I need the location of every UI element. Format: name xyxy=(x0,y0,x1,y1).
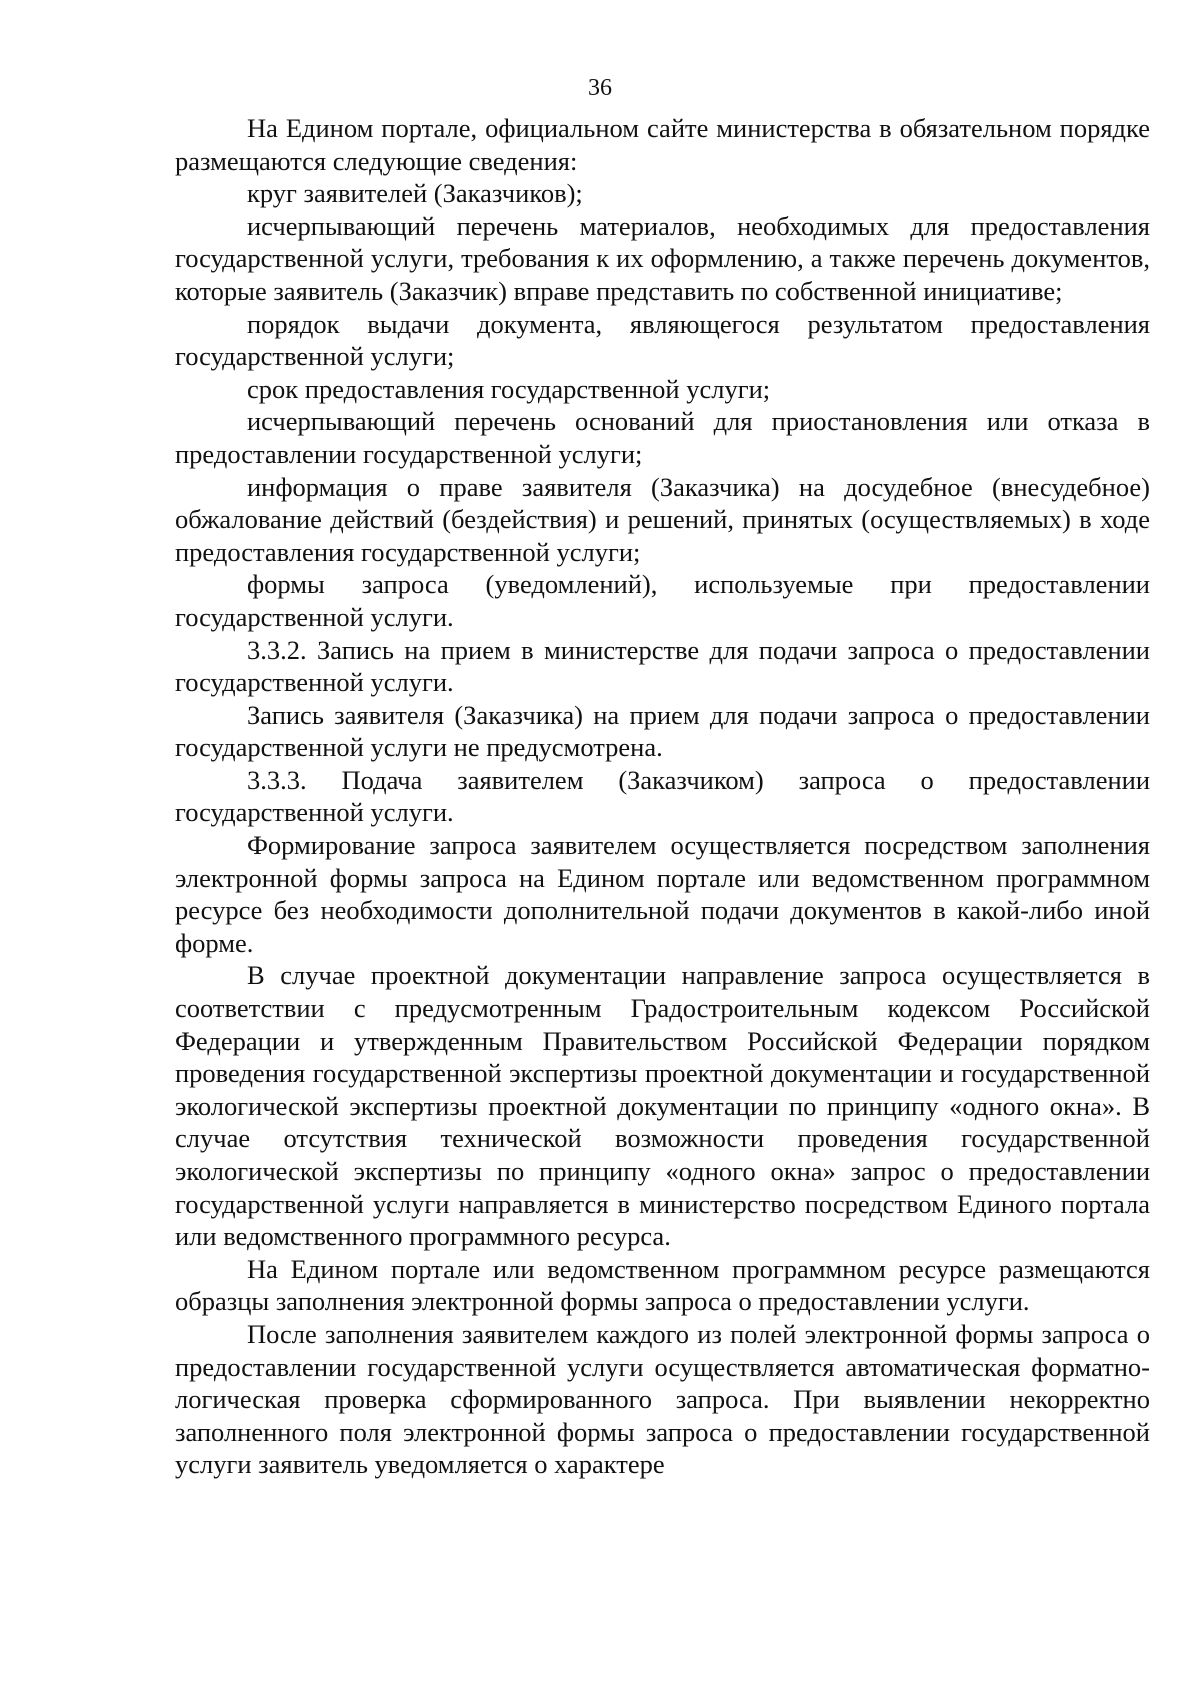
paragraph-issuance-order: порядок выдачи документа, являющегося результатом предоставления государственной услуги; xyxy=(175,308,1150,372)
paragraph-appointment-not-provided: Запись заявителя (Заказчика) на прием для подачи запроса о предоставлении государственной услуги не предусмотрена. xyxy=(175,699,1150,763)
paragraph-section-3-3-2: 3.3.2. Запись на прием в министерстве для подачи запроса о предоставлении государственной услуги. xyxy=(175,634,1150,698)
paragraph-request-forms: формы запроса (уведомлений), используемые при предоставлении государственной услуги. xyxy=(175,569,1150,632)
paragraph-appeal-right: информация о праве заявителя (Заказчика) на досудебное (внесудебное) обжалование действий (бездействия) и решений, принятых (осуществляемых) в ходе предоставления государственной услуги; xyxy=(175,471,1150,567)
paragraph-term: срок предоставления государственной услуги; xyxy=(247,373,771,404)
paragraph-project-documentation: В случае проектной документации направление запроса осуществляется в соответствии с предусмотренным Градостроительным кодексом Российской Федерации и утвержденным Правительством Российской Федерации порядком проведения государственной экспертизы проектной документации и государственной экологической экспертизы проектной документации по принципу «одного окна». В случае отсутствия технической возможности проведения государственной экологической экспертизы по принципу «одного окна» запрос о предоставлении государственной услуги направляется в министерство посредством Единого портала или ведомственного программного ресурса. xyxy=(175,960,1150,1252)
document-body xyxy=(175,112,1150,1481)
paragraph-request-formation: Формирование запроса заявителем осуществляется посредством заполнения электронной формы запроса на Едином портале или ведомственном программном ресурсе без необходимости дополнительной подачи документов в какой-либо иной форме. xyxy=(175,830,1150,958)
paragraph-section-3-3-3: 3.3.3. Подача заявителем (Заказчиком) запроса о предоставлении государственной услуги. xyxy=(175,764,1150,828)
paragraph-applicants: круг заявителей (Заказчиков); xyxy=(247,178,583,209)
page-number: 36 xyxy=(588,75,612,101)
paragraph-materials-list: исчерпывающий перечень материалов, необходимых для предоставления государственной услуги, требования к их оформлению, а также перечень документов, которые заявитель (Заказчик) вправе представить по собственной инициативе; xyxy=(175,210,1150,306)
paragraph-grounds-refusal: исчерпывающий перечень оснований для приостановления или отказа в предоставлении государственной услуги; xyxy=(175,406,1150,469)
paragraph-form-samples: На Едином портале или ведомственном программном ресурсе размещаются образцы заполнения электронной формы запроса о предоставлении услуги. xyxy=(175,1253,1150,1317)
paragraph-portal-info: На Едином портале, официальном сайте министерства в обязательном порядке размещаются следующие сведения: xyxy=(175,113,1150,176)
paragraph-format-check: После заполнения заявителем каждого из полей электронной формы запроса о предоставлении государственной услуги осуществляется автоматическая форматно-логическая проверка сформированного запроса. При выявлении некорректно заполненного поля электронной формы запроса о предоставлении государственной услуги заявитель уведомляется о характере xyxy=(175,1318,1150,1480)
